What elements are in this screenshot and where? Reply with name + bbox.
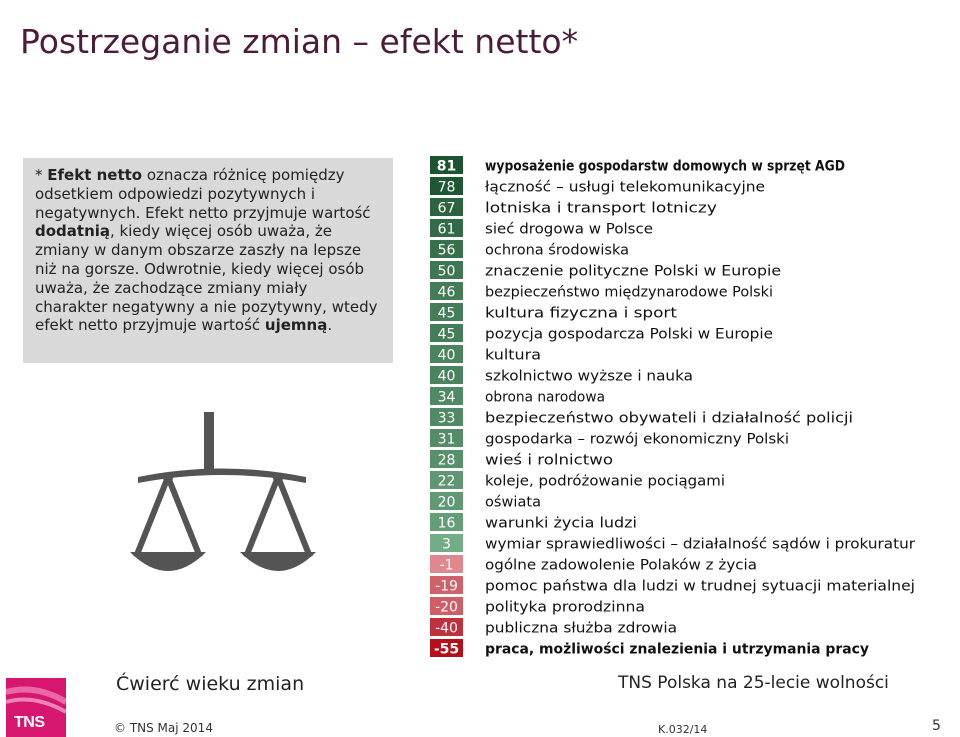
category-label: praca, możliwości znalezienia i utrzymania pracy [485,641,869,658]
net-effect-note [23,158,393,363]
category-label: pomoc państwa dla ludzi w trudnej sytuacji materialnej [485,578,915,595]
category-label: sieć drogowa w Polsce [485,221,653,238]
category-label: kultura [485,347,541,364]
value-label: 20 [437,494,456,511]
value-label: 67 [437,200,456,217]
value-label: 40 [437,347,456,364]
note-bold-2: dodatnią [35,222,111,241]
value-label: 81 [436,158,457,175]
note-text-4: . [327,316,333,335]
category-label: koleje, podróżowanie pociągami [485,473,725,490]
category-label: warunki życia ludzi [485,515,637,532]
tns-logo [6,678,66,737]
value-label: 28 [437,452,456,469]
value-label: 31 [437,431,456,448]
logo-text: TNS [14,714,45,731]
footer-campaign: Ćwierć wieku zmian [116,673,305,695]
balance-scale-icon [128,412,316,586]
category-label: ochrona środowiska [485,242,629,259]
value-label: 16 [437,515,456,532]
note-text-2: oznacza różnicę pomiędzy odsetkiem odpowiedzi pozytywnych i negatywnych. Efekt netto przyjmuje wartość [35,166,371,222]
category-label: gospodarka – rozwój ekonomiczny Polski [485,431,789,448]
category-label: bezpieczeństwo międzynarodowe Polski [485,284,773,301]
category-label: wyposażenie gospodarstw domowych w sprzęt AGD [485,158,845,175]
footer-tagline: TNS Polska na 25-lecie wolności [618,673,889,693]
category-label: lotniska i transport lotniczy [485,200,717,217]
category-label: publiczna służba zdrowia [485,620,677,637]
category-label: polityka prorodzinna [485,599,645,616]
value-label: -1 [439,557,454,574]
category-label: obrona narodowa [485,389,605,406]
value-label: 56 [437,242,456,259]
value-label: 50 [437,263,456,280]
value-label: 40 [437,368,456,385]
value-label: 61 [437,221,456,238]
category-label: ogólne zadowolenie Polaków z życia [485,557,757,574]
category-label: bezpieczeństwo obywateli i działalność policji [485,410,853,427]
value-label: 34 [437,389,456,406]
value-label: 45 [437,326,456,343]
value-label: 78 [437,179,456,196]
category-label: oświata [485,494,541,511]
category-label: kultura fizyczna i sport [485,305,678,322]
value-label: -55 [433,641,460,658]
value-label: 33 [437,410,456,427]
page-number: 5 [932,718,941,734]
value-label: -20 [435,599,458,616]
category-label: wymiar sprawiedliwości – działalność sądów i prokuratur [485,536,916,553]
study-code: K.032/14 [658,723,708,736]
category-label: łączność – usługi telekomunikacyjne [485,179,765,196]
copyright: © TNS Maj 2014 [114,721,213,735]
value-label: -19 [435,578,458,595]
value-label: 22 [437,473,456,490]
note-text-3: , kiedy więcej osób uważa, że zmiany w danym obszarze zaszły na lepsze niż na gorsze. Odwrotnie, kiedy więcej osób uważa, że zachodzące zmiany miały charakter negatywny a nie pozytywny, wtedy efekt netto przyjmuje wartość [35,222,378,335]
category-label: znaczenie polityczne Polski w Europie [485,263,781,280]
page-title: Postrzeganie zmian – efekt netto* [20,22,579,61]
category-label: wieś i rolnictwo [485,452,613,469]
category-label: szkolnictwo wyższe i nauka [485,368,693,385]
value-label: 45 [437,305,456,322]
note-bold-3: ujemną [264,316,328,335]
note-text-1: * [35,166,48,184]
note-bold-1: Efekt netto [47,166,143,184]
value-label: 46 [437,284,456,301]
net-effect-chart [425,153,960,663]
category-label: pozycja gospodarcza Polski w Europie [485,326,773,343]
value-label: 3 [442,536,451,553]
value-label: -40 [435,620,458,637]
